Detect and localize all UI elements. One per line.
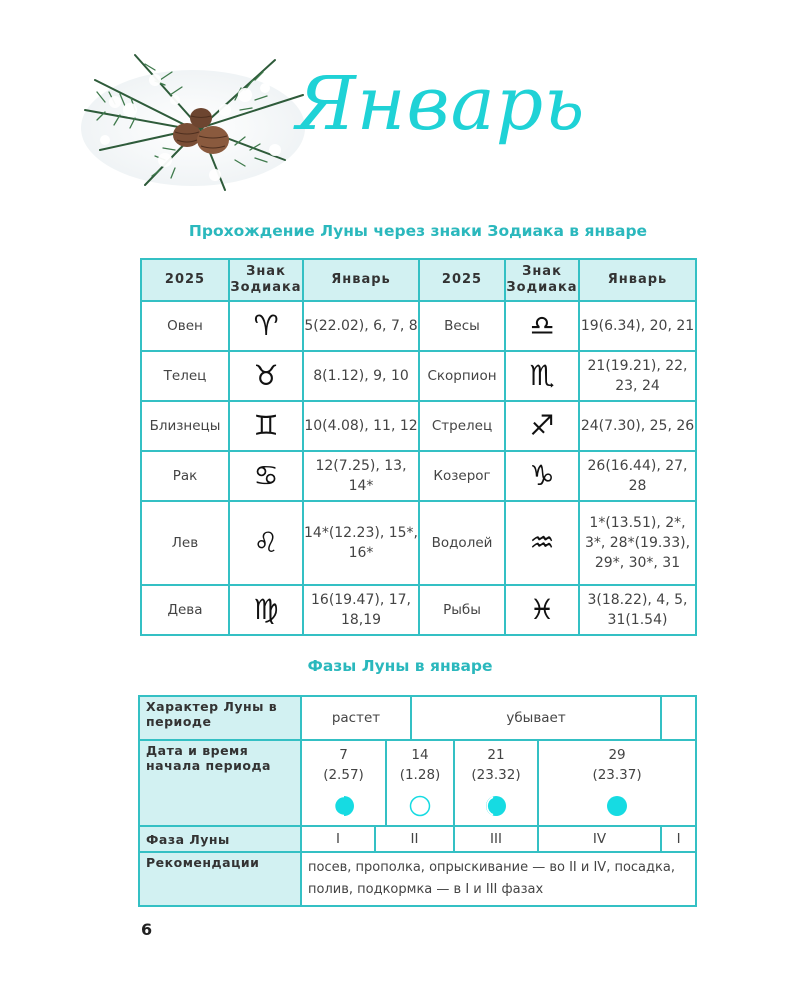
moon-dates: 8(1.12), 9, 10: [303, 351, 419, 401]
new-moon-icon: [409, 795, 431, 817]
phase-cell: II: [375, 826, 454, 852]
taurus-icon: ♉: [229, 351, 303, 401]
moon-dates: 12(7.25), 13, 14*: [303, 451, 419, 501]
table-row: [141, 451, 696, 501]
sign-name: Водолей: [419, 501, 505, 585]
sign-name: Стрелец: [419, 401, 505, 451]
sign-name: Рак: [141, 451, 229, 501]
moon-dates: 10(4.08), 11, 12: [303, 401, 419, 451]
libra-icon: ♎: [505, 301, 579, 351]
character-row: [139, 696, 696, 740]
virgo-icon: ♍: [229, 585, 303, 635]
character-growing: растет: [301, 696, 411, 740]
moon-dates: 1*(13.51), 2*, 3*, 28*(19.33), 29*, 30*, 31: [579, 501, 696, 585]
phase-cell: IV: [538, 826, 661, 852]
period-time: (23.37): [592, 767, 642, 783]
gemini-icon: ♊: [229, 401, 303, 451]
column-header: 2025: [419, 259, 505, 301]
date-label: Дата и время начала периода: [139, 740, 301, 826]
scorpio-icon: ♏: [505, 351, 579, 401]
phase-cell: I: [661, 826, 696, 852]
character-label: Характер Луны в периоде: [139, 696, 301, 740]
dates-row: [139, 740, 696, 826]
moon-dates: 19(6.34), 20, 21: [579, 301, 696, 351]
column-header: Знак Зодиака: [229, 259, 303, 301]
period-day: 14: [411, 747, 429, 763]
moon-dates: 5(22.02), 6, 7, 8: [303, 301, 419, 351]
period-day: 7: [339, 747, 348, 763]
period-1: [301, 740, 386, 826]
sagittarius-icon: ♐: [505, 401, 579, 451]
sign-name: Весы: [419, 301, 505, 351]
period-4: [538, 740, 696, 826]
sign-name: Близнецы: [141, 401, 229, 451]
aquarius-icon: ♒: [505, 501, 579, 585]
month-title: Январь: [296, 61, 586, 147]
capricorn-icon: ♑: [505, 451, 579, 501]
table-row: [141, 401, 696, 451]
zodiac-table: [140, 258, 697, 636]
period-time: (23.32): [471, 767, 521, 783]
column-header: Знак Зодиака: [505, 259, 579, 301]
first-quarter-moon-icon: [333, 795, 355, 817]
period-day: 21: [487, 747, 505, 763]
phase-label: Фаза Луны: [139, 826, 301, 852]
period-time: (1.28): [399, 767, 441, 783]
moon-dates: 21(19.21), 22, 23, 24: [579, 351, 696, 401]
column-header: Январь: [579, 259, 696, 301]
table-row: [141, 301, 696, 351]
rec-text: посев, прополка, опрыскивание — во II и IV, посадка, полив, подкормка — в I и III фазах: [301, 852, 696, 906]
period-2: [386, 740, 454, 826]
zodiac-table-header: [141, 259, 696, 301]
moon-dates: 24(7.30), 25, 26: [579, 401, 696, 451]
character-waning: убывает: [411, 696, 661, 740]
sign-name: Козерог: [419, 451, 505, 501]
last-quarter-moon-icon: [485, 795, 507, 817]
rec-label: Рекомендации: [139, 852, 301, 906]
period-3: [454, 740, 538, 826]
column-header: 2025: [141, 259, 229, 301]
table-row: [141, 501, 696, 585]
pine-branch-illustration: [75, 40, 310, 200]
moon-dates: 26(16.44), 27, 28: [579, 451, 696, 501]
page-number: 6: [141, 920, 153, 939]
moon-dates: 16(19.47), 17, 18,19: [303, 585, 419, 635]
phase-cell: I: [301, 826, 375, 852]
recommendation-row: [139, 852, 696, 906]
sign-name: Рыбы: [419, 585, 505, 635]
period-day: 29: [608, 747, 626, 763]
table-row: [141, 585, 696, 635]
moon-phase-table: [138, 695, 697, 907]
phase-section-heading: Фазы Луны в январе: [307, 657, 493, 675]
cancer-icon: ♋: [229, 451, 303, 501]
moon-dates: 14*(12.23), 15*, 16*: [303, 501, 419, 585]
sign-name: Лев: [141, 501, 229, 585]
character-empty: [661, 696, 696, 740]
zodiac-section-heading: Прохождение Луны через знаки Зодиака в январе: [188, 222, 648, 240]
sign-name: Дева: [141, 585, 229, 635]
moon-dates: 3(18.22), 4, 5, 31(1.54): [579, 585, 696, 635]
leo-icon: ♌: [229, 501, 303, 585]
table-row: [141, 351, 696, 401]
sign-name: Овен: [141, 301, 229, 351]
column-header: Январь: [303, 259, 419, 301]
phase-cell: III: [454, 826, 538, 852]
sign-name: Телец: [141, 351, 229, 401]
sign-name: Скорпион: [419, 351, 505, 401]
aries-icon: ♈: [229, 301, 303, 351]
period-time: (2.57): [323, 767, 364, 783]
phase-row: [139, 826, 696, 852]
pisces-icon: ♓: [505, 585, 579, 635]
full-moon-icon: [606, 795, 628, 817]
